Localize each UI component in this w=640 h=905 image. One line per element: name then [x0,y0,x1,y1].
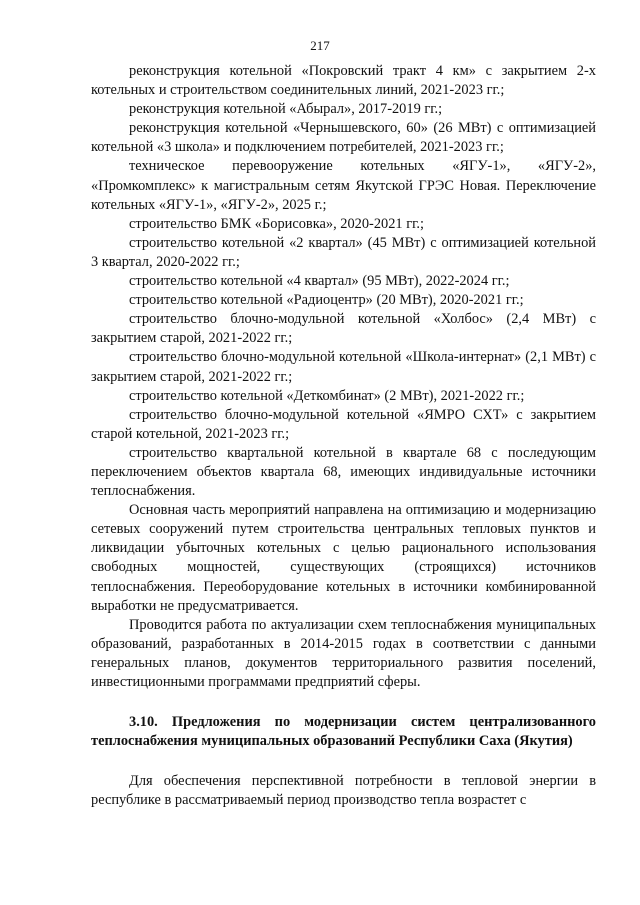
section-heading: 3.10. Предложения по модернизации систем централизованного теплоснабжения муниципальных образований Республики Саха (Якутия) [91,714,596,750]
paragraph: строительство блочно-модульной котельной «ЯМРО СХТ» с закрытием старой котельной, 2021-2023 гг.; [91,406,596,442]
paragraph: Для обеспечения перспективной потребности в тепловой энергии в республике в рассматриваемый период производство тепла возрастет с [91,773,596,809]
paragraph: реконструкция котельной «Абырал», 2017-2019 гг.; [129,101,443,118]
paragraph: строительство котельной «2 квартал» (45 МВт) с оптимизацией котельной 3 квартал, 2020-2022 гг.; [91,234,596,270]
paragraph: реконструкция котельной «Чернышевского, 60» (26 МВт) с оптимизацией котельной «3 школа» и подключением потребителей, 2021-2023 гг.; [91,120,596,156]
paragraph: строительство блочно-модульной котельной «Холбос» (2,4 МВт) с закрытием старой, 2021-2022 гг.; [91,311,596,347]
paragraph: реконструкция котельной «Покровский тракт 4 км» с закрытием 2-х котельных и строительством соединительных линий, 2021-2023 гг.; [91,63,596,99]
paragraph: техническое перевооружение котельных «ЯГУ-1», «ЯГУ-2», «Промкомплекс» к магистральным сетям Якутской ГРЭС Новая. Переключение котельных «ЯГУ-1», «ЯГУ-2», 2025 г.; [91,158,596,213]
paragraph: строительство котельной «Радиоцентр» (20 МВт), 2020-2021 гг.; [129,292,524,309]
paragraph: строительство блочно-модульной котельной «Школа-интернат» (2,1 МВт) с закрытием старой, 2021-2022 гг.; [91,349,596,385]
paragraph: Основная часть мероприятий направлена на оптимизацию и модернизацию сетевых сооружений путем строительства центральных тепловых пунктов и ликвидации убыточных котельных с целью рационального использования свободных мощностей, существующих (строящихся) источников теплоснабжения. Переоборудование котельных в источники комбинированной выработки не предусматривается. [91,502,596,614]
paragraph: строительство котельной «Деткомбинат» (2 МВт), 2021-2022 гг.; [129,387,525,404]
paragraph: строительство котельной «4 квартал» (95 МВт), 2022-2024 гг.; [129,273,510,290]
page-number: 217 [310,38,330,53]
paragraph: строительство квартальной котельной в квартале 68 с последующим переключением объектов квартала 68, имеющих индивидуальные источники теплоснабжения. [91,444,596,500]
paragraph: Проводится работа по актуализации схем теплоснабжения муниципальных образований, разработанных в 2014-2015 годах в соответствии с данными генеральных планов, документов территориального развития поселений, инвестиционными программами предприятий сферы. [91,616,596,690]
paragraph: строительство БМК «Борисовка», 2020-2021 гг.; [129,215,424,232]
document-body [91,62,596,810]
